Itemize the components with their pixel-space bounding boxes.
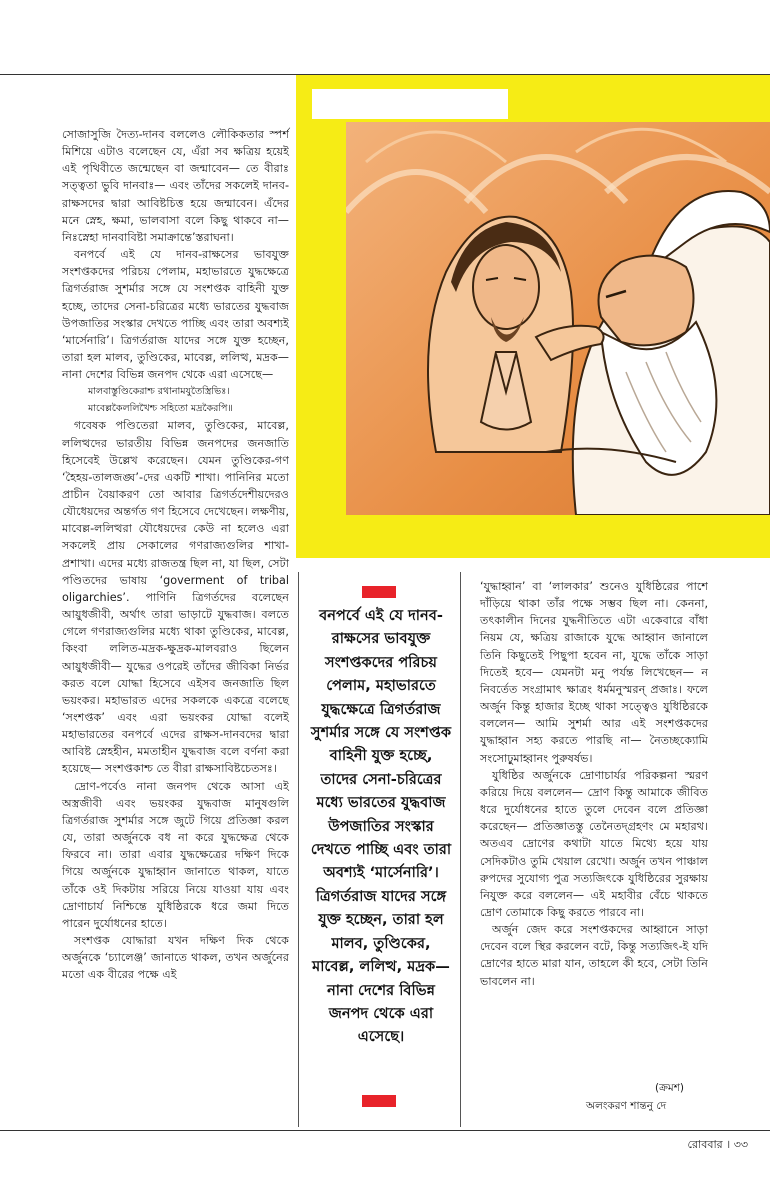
magazine-name: রোববার [687,1138,723,1151]
left-column [62,126,289,984]
illustration [346,122,770,515]
continued-marker: (ক্রমশ) [655,1082,685,1094]
footer-separator: । [726,1138,731,1151]
left-paragraph-4: দ্রোণ-পর্বেও নানা জনপদ থেকে আসা এই অস্ত্রজীবী এবং ভয়ংকর যুদ্ধবাজ মানুষগুলি ত্রিগর্তরাজ সুশর্মার সঙ্গে জুটে গিয়ে প্রতিজ্ঞা করল যে, তারা অর্জুনকে বধ না করে যুদ্ধক্ষেত্র থেকে ফিরবে না। তারা এবার যুদ্ধক্ষেত্রের দক্ষিণ দিকে গিয়ে অর্জুনকে যুদ্ধাহ্বান জানাতে থাকল, যাতে তাঁকে ওই দিকটায় সরিয়ে নিয়ে যাওয়া যায় এবং দ্রোণাচার্য নিশ্চিন্তে যুধিষ্ঠিরকে ধরে জমা দিতে পারেন দুর্যোধনের হাতে। [62,779,289,930]
pull-quote-left-rule [298,572,299,1127]
pull-quote-right-rule [460,572,461,1127]
pull-quote: বনপর্বে এই যে দানব-রাক্ষসের ভাবযুক্ত সংশপ্তকদের পরিচয় পেলাম, মহাভারতে যুদ্ধক্ষেত্রে ত্রিগর্তরাজ সুশর্মার সঙ্গে যে সংশপ্তক বাহিনী যুক্ত হচ্ছে, তাদের সেনা-চরিত্রের মধ্যে ভারতের যুদ্ধবাজ উপজাতির সংস্কার দেখতে পাচ্ছি এবং তারা অবশ্যই ‘মার্সেনারি’। ত্রিগর্তরাজ যাদের সঙ্গে যুক্ত হচ্ছেন, তারা হল মালব, তুণ্ডিকের, মাবেল্ল, ললিত্থ, মদ্রক— নানা দেশের বিভিন্ন জনপদ থেকে এরা এসেছে। [310,607,452,1046]
bottom-rule [0,1130,770,1131]
right-paragraph-1: ‘যুদ্ধাহ্বান’ বা ‘লালকার’ শুনেও যুধিষ্ঠিরের পাশে দাঁড়িয়ে থাকা তাঁর পক্ষে সম্ভব ছিল না। কেননা, তৎকালীন দিনের যুদ্ধনীতিতে এটা একেবারে বাঁধা নিয়ম যে, ক্ষত্রিয় রাজাকে যুদ্ধে আহ্বান জানালে তিনি কিছুতেই পিছুপা হবেন না, যুদ্ধে তাঁকে সাড়া দিতেই হবে— যেমনটা মনু পর্যন্ত লিখেছেন— ন নিবর্তেত সংগ্রামাৎ ক্ষাত্রং ধর্মমনুস্মরন্‌ প্রজাঃ। ফলে অর্জুন কিন্তু হাজার ইচ্ছে থাকা সত্ত্বেও যুধিষ্ঠিরকে বললেন— আমি সুশর্মা আর এই সংশপ্তকদের যুদ্ধাহ্বান সহ্য করতে পারছি না— নৈতচ্ছক্যোমি সংসোঢ়ুমাহ্বানং পুরুষর্ষভ। [480,580,708,765]
left-paragraph-2: বনপর্বে এই যে দানব-রাক্ষসের ভাবযুক্ত সংশপ্তকদের পরিচয় পেলাম, মহাভারতে যুদ্ধক্ষেত্রে ত্রিগর্তরাজ সুশর্মার সঙ্গে যে সংশপ্তক বাহিনী যুক্ত হচ্ছে, তাদের সেনা-চরিত্রের মধ্যে ভারতের যুদ্ধবাজ উপজাতির সংস্কার দেখতে পাচ্ছি এবং তারা অবশ্যই ‘মার্সেনারি’। ত্রিগর্তরাজ যাদের সঙ্গে যুক্ত হচ্ছেন, তারা হল মালব, তুণ্ডিকের, মাবেল্ল, ললিত্থ, মদ্রক— নানা দেশের বিভিন্ন জনপদ থেকে এরা এসেছে— [62,248,289,382]
pull-quote-top-marker [362,586,396,598]
left-paragraph-3: গবেষক পণ্ডিতেরা মালব, তুণ্ডিকের, মাবেল্ল, ললিত্থদের ভারতীয় বিভিন্ন জনপদের জনজাতি হিসেবেই উল্লেখ করেছেন। যেমন তুণ্ডিকের-গণ ‘হৈহয়-তালজঙ্ঘ’-দের একটি শাখা। পানিনির মতো প্রাচীন বৈয়াকরণ তো আবার ত্রিগর্তদেশীয়দেরও যৌধেয়দের অন্তর্গত গণ হিসেবে দেখেছেন। লক্ষণীয়, মাবেল্ল-ললিত্থরা যৌধেয়দের কেউ না হলেও এরা সকলেই প্রায় সেকালের গণরাজ্যগুলির শাখা-প্রশাখা। এদের মধ্যে রাজতন্ত্র ছিল না, যা ছিল, সেটা পণ্ডিতদের ভাষায় ‘goverment of tribal oligarchies’. পাণিনি ত্রিগর্তদের বলেছেন আয়ুধজীবী, অর্থাৎ তারা ভাড়াটে যুদ্ধবাজ। বলতে গেলে গণরাজ্যগুলির মধ্যে থাকা তুণ্ডিকের, মাবেল্ল, কিংবা ললিত-মদ্রক-ক্ষুদ্রক-মালবরাও ছিলেন আয়ুধজীবী— যুদ্ধের ওপরেই তাঁদের জীবিকা নির্ভর করত বলে যোদ্ধা হিসেবে এইসব জনজাতি ছিল ভয়ংকর। মহাভারত এদের সকলকে একত্রে বলেছে ‘সংশপ্তক’ এবং এরা ভয়ংকর যোদ্ধা বলেই মহাভারতের বনপর্বে এদের রাক্ষস-দানবদের দ্বারা আবিষ্ট স্নেহহীন, মমতাহীন যুদ্ধবাজ বলে বর্ণনা করা হয়েছে— সংশপ্তকাশ্চ তে বীরা রাক্ষসাবিষ্টচেতসঃ। [62,419,289,776]
illustration-credit: অলংকরণ শান্তনু দে [586,1100,667,1112]
left-paragraph-5: সংশপ্তক যোদ্ধারা যখন দক্ষিণ দিক থেকে অর্জুনকে ‘চ্যালেঞ্জ’ জানাতে থাকল, তখন অর্জুনের মতো এক বীরের পক্ষে এই [62,934,289,982]
verse-line-1: মালবাস্তুণ্ডিকেরাশ্চ রথানামযুতৈস্ত্রিভিঃ। [88,386,230,398]
right-paragraph-3: অর্জুন জেদ করে সংশপ্তকদের আহ্বানে সাড়া দেবেন বলে স্থির করলেন বটে, কিন্তু সত্যজিৎ-ই যদি দ্রোণের হাতে মারা যান, তাহলে কী হবে, সেটা তিনি ভাবলেন না। [480,923,708,988]
pull-quote-bottom-marker [362,1095,396,1107]
page-footer [688,1137,748,1153]
verse-line-2: মাবেল্লকৈললিখৈশ্চ সহিতো মদ্রকৈরপি॥ [88,403,233,415]
left-paragraph-1: সোজাসুজি দৈত্য-দানব বললেও লৌকিকতার স্পর্শ মিশিয়ে এটাও বলেছেন যে, এঁরা সব ক্ষত্রিয় হয়েই এই পৃথিবীতে জন্মেছেন বা জন্মাবেন— তে বীরাঃ সত্ত্বতা ভুবি দানবাঃ— এবং তাঁদের সকলেই দানব-রাক্ষসদের দ্বারা আবিষ্টচিত্ত হয়ে জন্মাবেন। এঁদের মনে স্নেহ, ক্ষমা, ভালবাসা বলে কিছু থাকবে না— নিঃস্নেহা দানবাবিষ্টা সমাক্রান্তে’স্তরাঘনা। [62,128,289,244]
right-paragraph-2: যুধিষ্ঠির অর্জুনকে দ্রোণাচার্যর পরিকল্পনা স্মরণ করিয়ে দিয়ে বললেন— দ্রোণ কিন্তু আমাকে জীবিত ধরে দুর্যোধনের হাতে তুলে দেবেন বলে প্রতিজ্ঞা করেছেন— প্রতিজ্ঞাতস্তু তেনৈতদ্‌গ্রহণং মে মহারথ। অতএব দ্রোণের কথাটা যাতে মিথ্যে হয়ে যায় সেদিকটাও তুমি খেয়াল রেখো। অর্জুন তখন পাঞ্চাল রুপদের সুযোগ্য পুত্র সত্যজিৎকে যুধিষ্ঠিরের সুরক্ষায় নিযুক্ত করে বললেন— এই মহাবীর বেঁচে থাকতে দ্রোণ তোমাকে কিছু করতে পারবে না। [480,768,708,919]
illustration-sages-drawing [346,122,770,515]
right-column [480,578,708,990]
page-number: ৩৩ [733,1138,748,1151]
illustration-white-notch [312,89,508,119]
